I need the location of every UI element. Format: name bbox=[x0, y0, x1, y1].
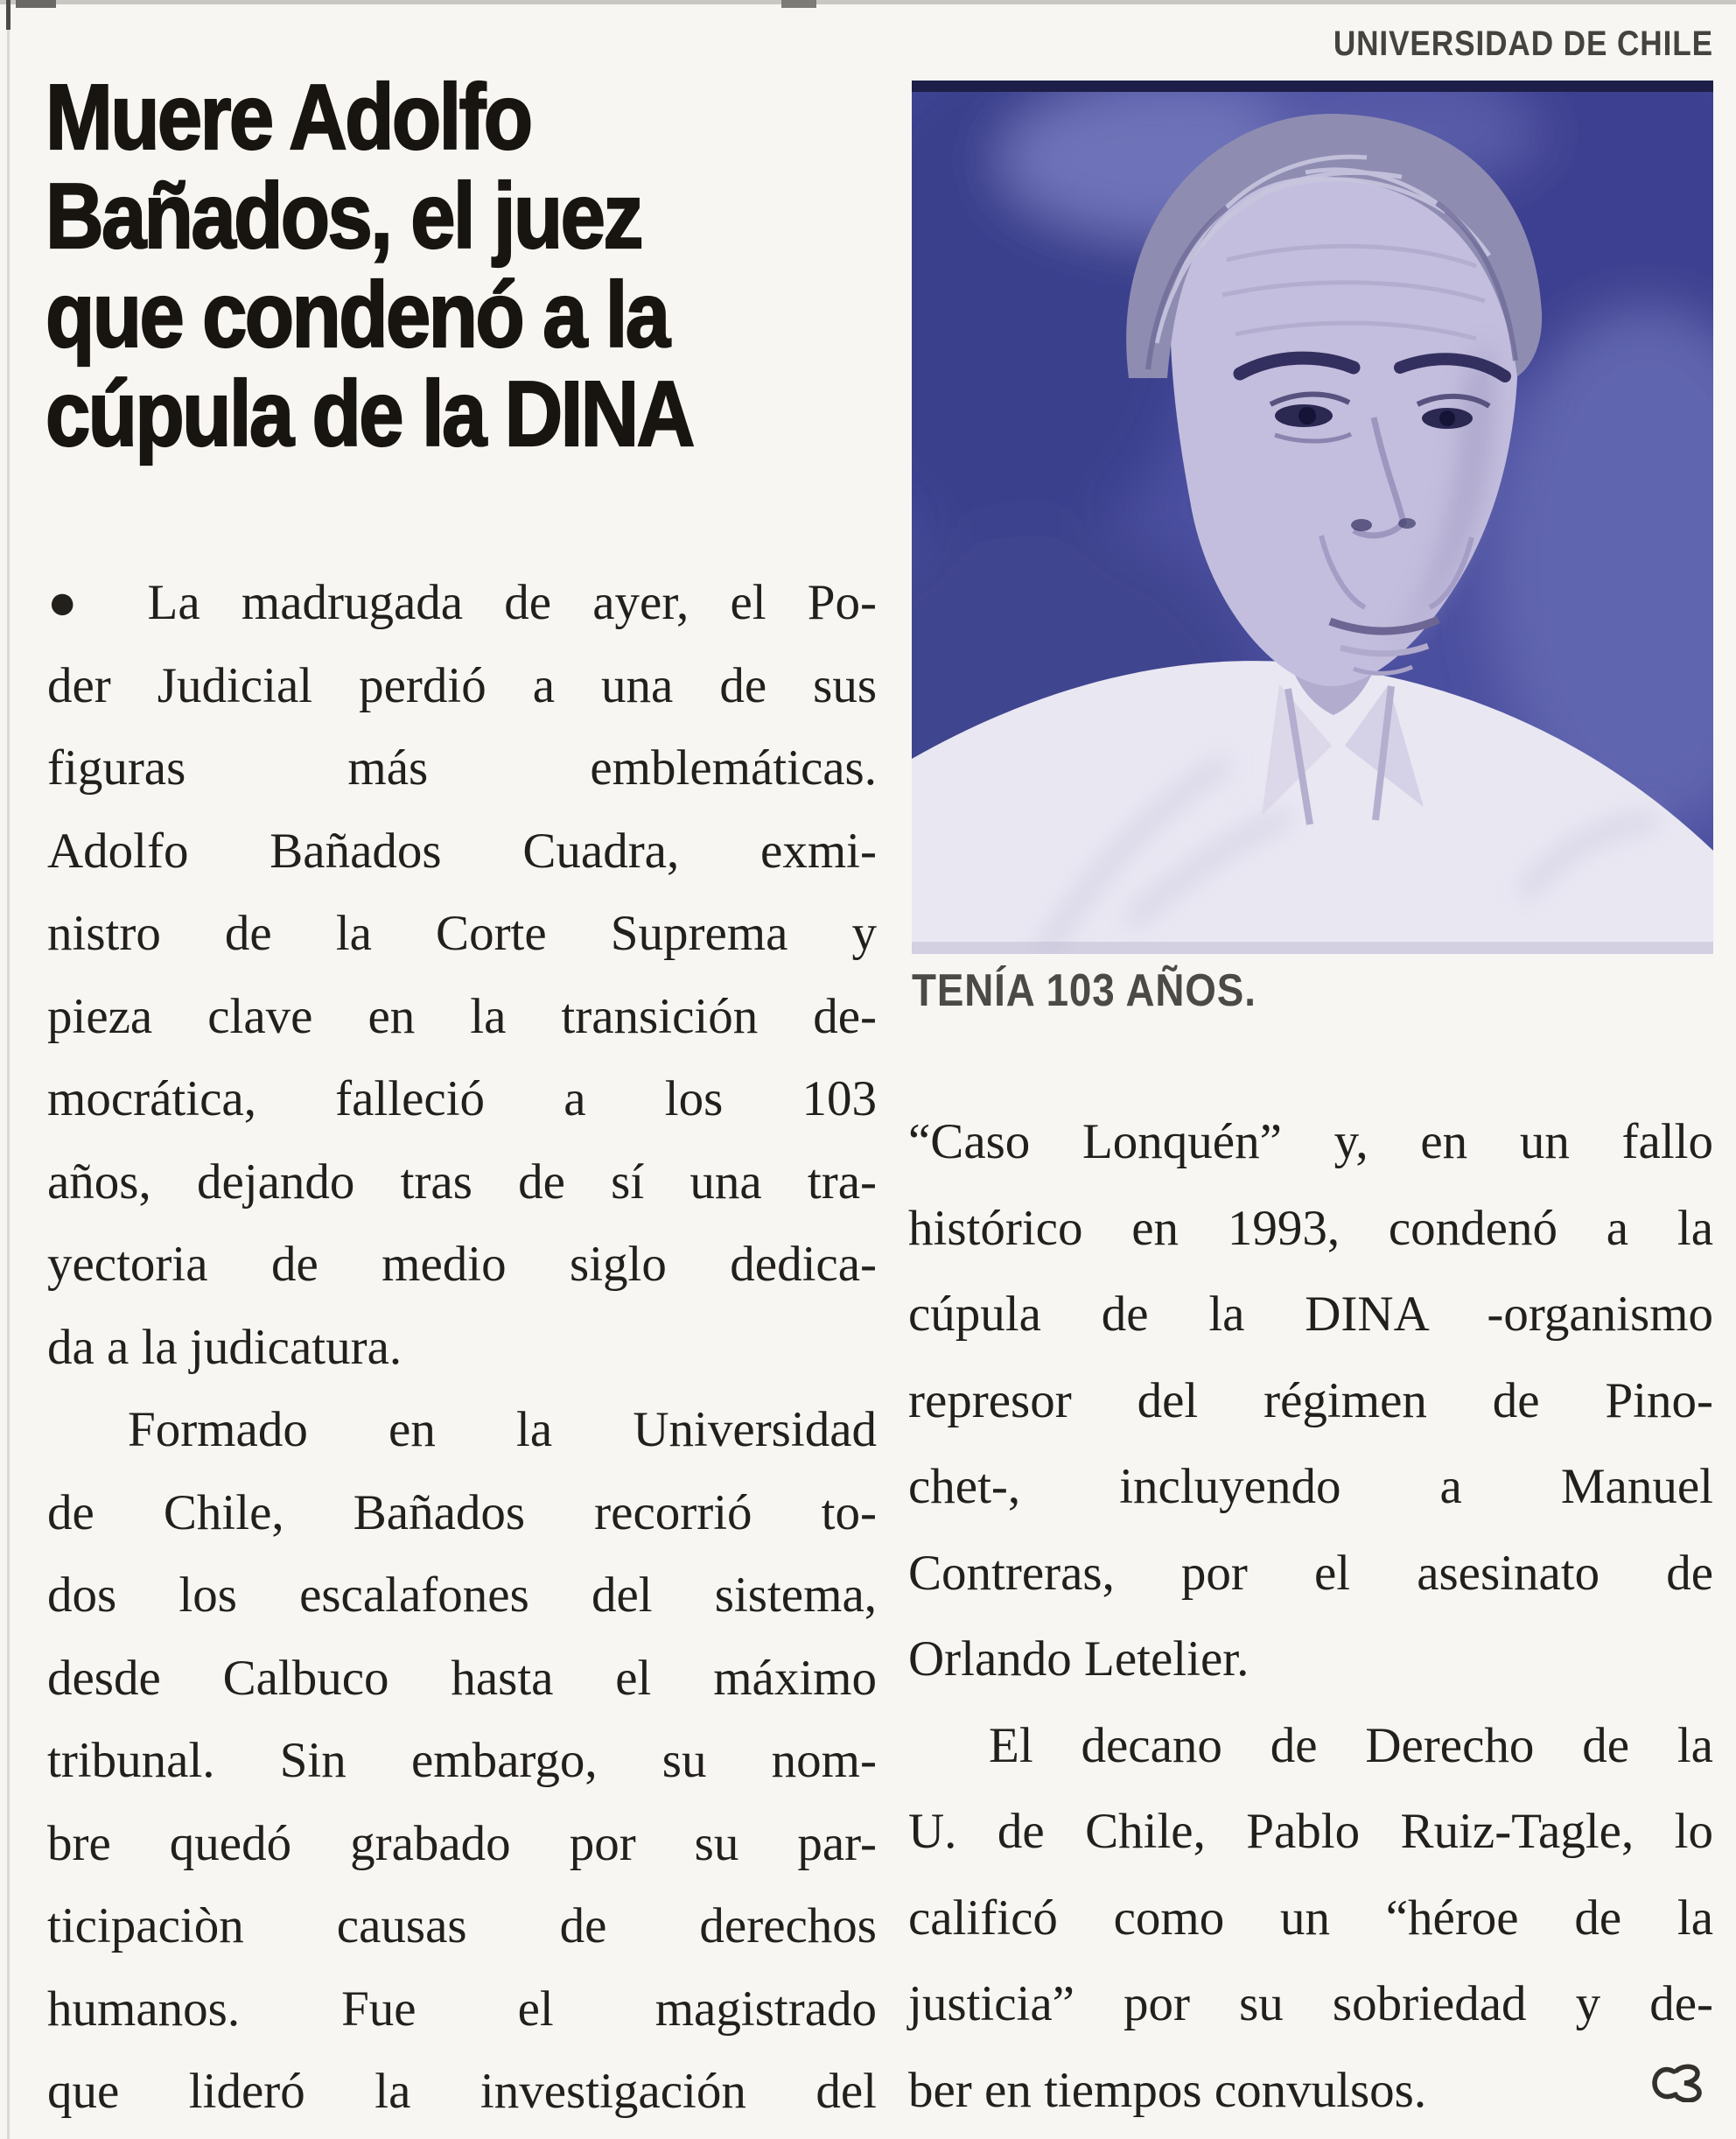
portrait-photo bbox=[912, 81, 1713, 954]
scan-left-rule-dark-segment bbox=[6, 0, 10, 30]
body-line: chet-, incluyendo a Manuel bbox=[908, 1459, 1713, 1514]
headline-line: cúpula de la DINA bbox=[46, 362, 693, 466]
photo-caption: TENÍA 103 AÑOS. bbox=[912, 965, 1256, 1016]
body-line: nistro de la Corte Suprema y bbox=[47, 906, 877, 961]
scan-top-rule-dark-segment bbox=[16, 0, 56, 8]
end-of-article-icon bbox=[1648, 2062, 1706, 2102]
headline-line: Muere Adolfo bbox=[46, 66, 531, 169]
article-headline bbox=[46, 68, 944, 464]
body-line: ticipaciòn causas de derechos bbox=[47, 1898, 877, 1953]
body-line: pieza clave en la transición de- bbox=[47, 988, 877, 1044]
headline-line: que condenó a la bbox=[46, 263, 668, 367]
body-line: Formado en la Universidad bbox=[128, 1402, 877, 1457]
body-line: que lideró la investigación del bbox=[47, 2064, 877, 2119]
scan-top-rule bbox=[0, 0, 1736, 4]
body-line: represor del régimen de Pino- bbox=[908, 1372, 1713, 1428]
body-line: Contreras, por el asesinato de bbox=[908, 1545, 1713, 1601]
body-line: yectoria de medio siglo dedica- bbox=[47, 1237, 877, 1292]
body-line: El decano de Derecho de la bbox=[989, 1717, 1713, 1773]
photo-credit: UNIVERSIDAD DE CHILE bbox=[1333, 25, 1713, 63]
body-line: tribunal. Sin embargo, su nom- bbox=[47, 1733, 877, 1788]
article-column-left bbox=[47, 562, 877, 2134]
body-line: Orlando Letelier. bbox=[908, 1631, 1250, 1687]
body-line: de Chile, Bañados recorrió to- bbox=[47, 1484, 877, 1540]
body-line: cúpula de la DINA -organismo bbox=[908, 1287, 1713, 1342]
body-line: histórico en 1993, condenó a la bbox=[908, 1200, 1713, 1256]
body-line: justicia” por su sobriedad y de- bbox=[908, 1976, 1713, 2031]
body-line: años, dejando tras de sí una tra- bbox=[47, 1154, 877, 1210]
body-line: humanos. Fue el magistrado bbox=[47, 1981, 877, 2037]
body-line: da a la judicatura. bbox=[47, 1319, 402, 1375]
body-line: figuras más emblemáticas. bbox=[47, 740, 877, 796]
body-line: bre quedó grabado por su par- bbox=[47, 1815, 877, 1871]
body-line: mocrática, falleció a los 103 bbox=[47, 1071, 877, 1126]
body-line: dos los escalafones del sistema, bbox=[47, 1567, 877, 1623]
body-line: ber en tiempos convulsos. bbox=[908, 2048, 1713, 2135]
body-line: der Judicial perdió a una de sus bbox=[47, 657, 877, 713]
scan-top-rule-dark-segment bbox=[781, 0, 816, 8]
portrait-photo-art bbox=[912, 81, 1713, 954]
article-column-right bbox=[908, 1099, 1713, 2134]
body-line: Adolfo Bañados Cuadra, exmi- bbox=[47, 823, 877, 879]
body-line: calificó como un “héroe de la bbox=[908, 1890, 1713, 1946]
body-line: “Caso Lonquén” y, en un fallo bbox=[908, 1114, 1713, 1169]
scan-left-rule bbox=[7, 0, 10, 2139]
body-line: desde Calbuco hasta el máximo bbox=[47, 1650, 877, 1706]
body-line: ● La madrugada de ayer, el Po- bbox=[47, 575, 877, 630]
headline-line: Bañados, el juez bbox=[46, 165, 641, 268]
body-line: U. de Chile, Pablo Ruiz-Tagle, lo bbox=[908, 1804, 1713, 1859]
